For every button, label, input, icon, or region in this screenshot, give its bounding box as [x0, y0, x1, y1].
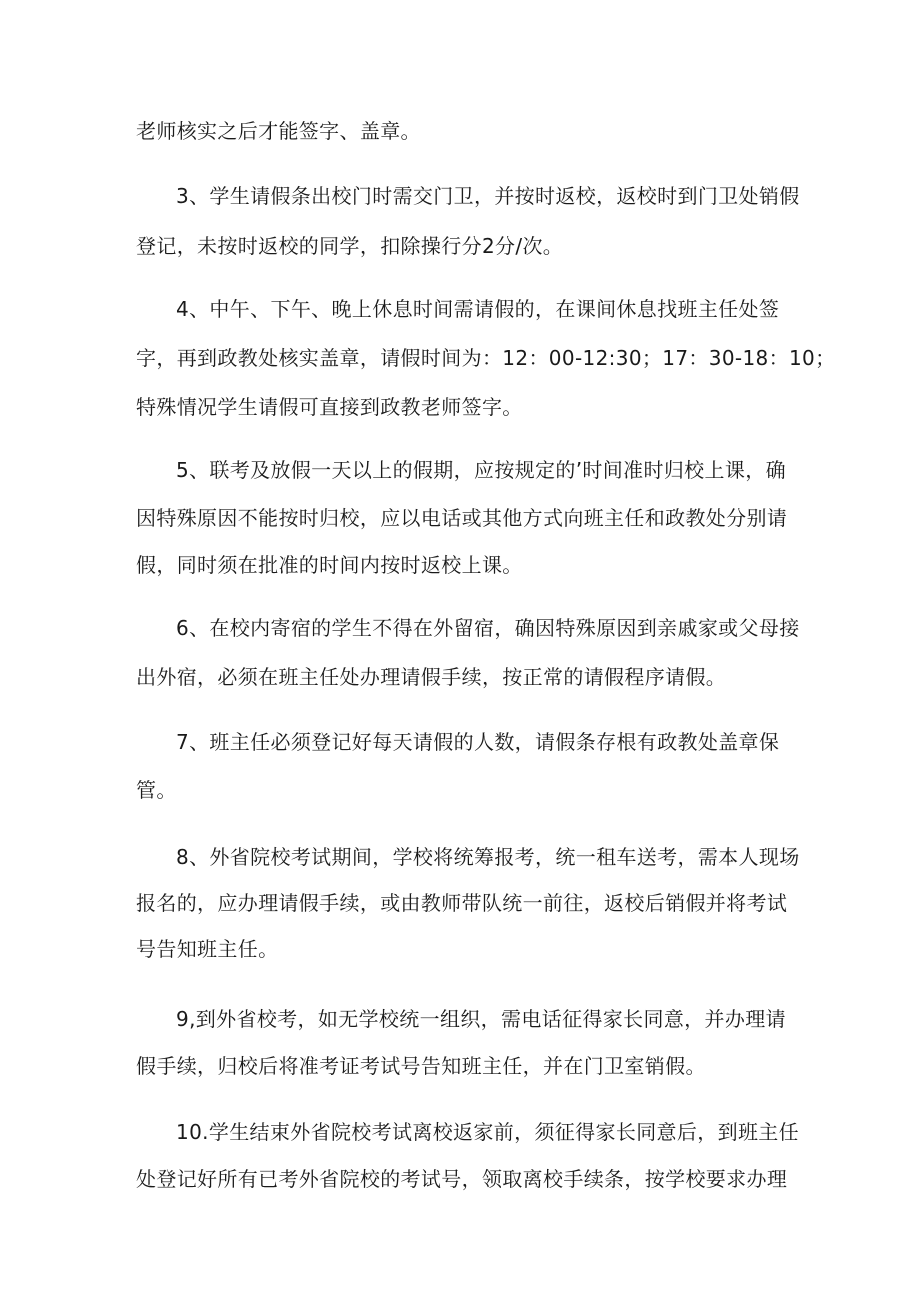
item-4-line-3: 特殊情况学生请假可直接到政教老师签字。	[136, 395, 523, 419]
item-5-line-1: 5、联考及放假一天以上的假期，应按规定的’时间准时归校上课，确	[176, 458, 786, 482]
item-5-line-3: 假，同时须在批准的时间内按时返校上课。	[136, 553, 523, 577]
item-6-line-2: 出外宿，必须在班主任处办理请假手续，按正常的请假程序请假。	[136, 665, 727, 689]
item-10-line-2: 处登记好所有已考外省院校的考试号，领取离校手续条，按学校要求办理	[136, 1167, 788, 1191]
item-8-line-1: 8、外省院校考试期间，学校将统筹报考，统一租车送考，需本人现场	[176, 845, 800, 869]
item-10-line-1: 10.学生结束外省院校考试离校返家前，须征得家长同意后，到班主任	[176, 1120, 800, 1144]
item-7-line-2: 管。	[136, 778, 177, 802]
item-4-line-1: 4、中午、下午、晚上休息时间需请假的，在课间休息找班主任处签	[176, 297, 780, 321]
item-4-line-2: 字，再到政教处核实盖章，请假时间为：12：00-12:30；17：30-18：10；	[136, 346, 836, 370]
item-9-line-1: 9,到外省校考，如无学校统一组织，需电话征得家长同意，并办理请	[176, 1007, 786, 1031]
item-8-line-3: 号告知班主任。	[136, 937, 279, 961]
item-6-line-1: 6、在校内寄宿的学生不得在外留宿，确因特殊原因到亲戚家或父母接	[176, 616, 800, 640]
item-3-line-1: 3、学生请假条出校门时需交门卫，并按时返校，返校时到门卫处销假	[176, 184, 800, 208]
item-7-line-1: 7、班主任必须登记好每天请假的人数，请假条存根有政教处盖章保	[176, 730, 780, 754]
item-5-line-2: 因特殊原因不能按时归校，应以电话或其他方式向班主任和政教处分别请	[136, 506, 788, 530]
item-8-line-2: 报名的，应办理请假手续，或由教师带队统一前往，返校后销假并将考试	[136, 891, 788, 915]
item-9-line-2: 假手续，归校后将准考证考试号告知班主任，并在门卫室销假。	[136, 1054, 706, 1078]
item-3-line-2: 登记，未按时返校的同学，扣除操行分2分/次。	[136, 234, 564, 258]
paragraph-2-line-2: 老师核实之后才能签字、盖章。	[136, 119, 421, 143]
